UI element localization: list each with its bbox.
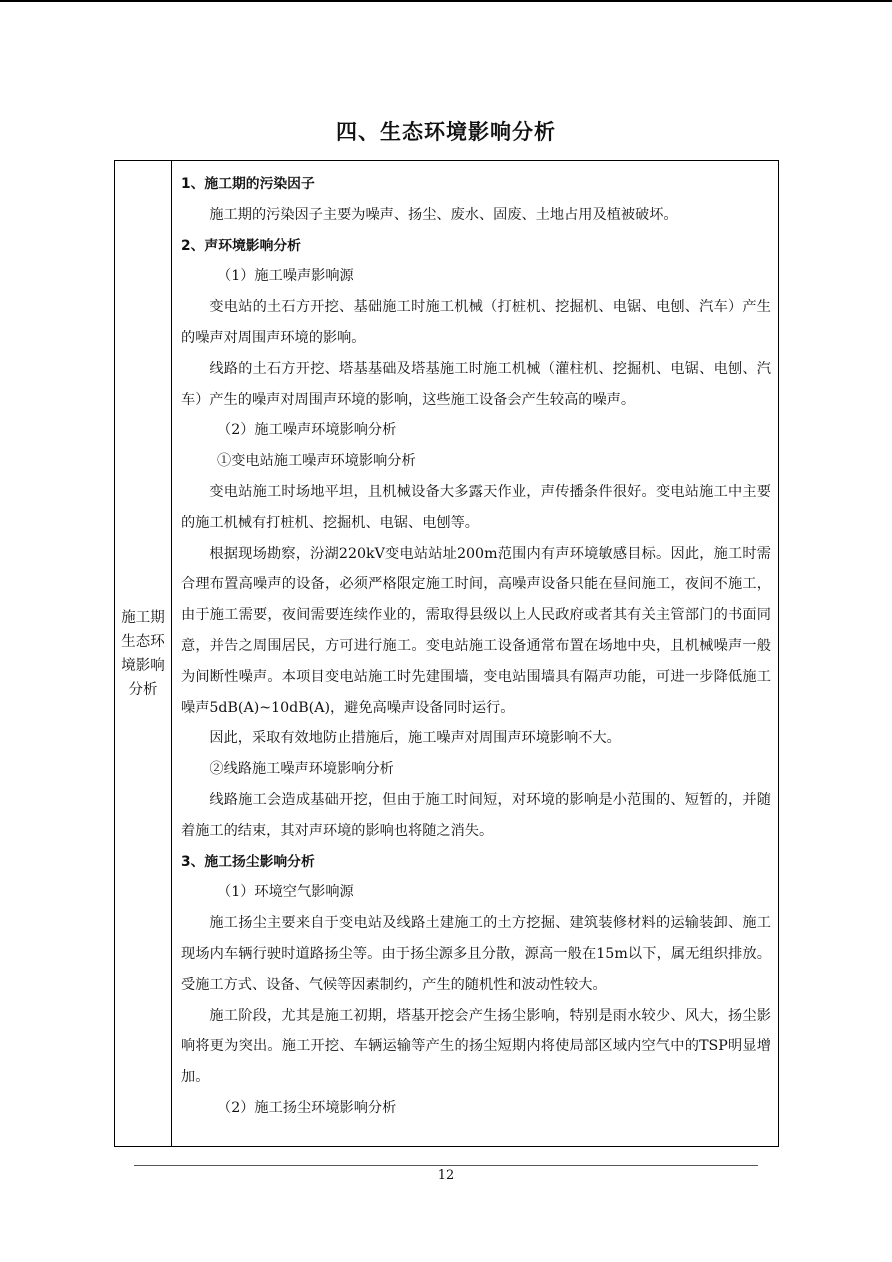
body-paragraph: 施工阶段，尤其是施工初期，塔基开挖会产生扬尘影响，特别是雨水较少、风大，扬尘影响将更为突出。施工开挖、车辆运输等产生的扬尘短期内将使局部区域内空气中的TSP明显增加。: [181, 1007, 771, 1086]
body-paragraph: 施工扬尘主要来自于变电站及线路土建施工的土方挖掘、建筑装修材料的运输装卸、施工现场内车辆行驶时道路扬尘等。由于扬尘源多且分散，源高一般在15m以下，属无组织排放。受施工方式、设备、气候等因素制约，产生的随机性和波动性较大。: [181, 915, 771, 993]
body-paragraph: 施工期的污染因子主要为噪声、扬尘、废水、固废、土地占用及植被破坏。: [209, 206, 678, 223]
section-label: 施工期生态环境影响分析: [121, 609, 165, 698]
analysis-table: [114, 160, 779, 1147]
section-heading: 3、施工扬尘影响分析: [181, 853, 315, 870]
body-paragraph: 因此，采取有效地防止措施后，施工噪声对周围声环境影响不大。: [209, 730, 621, 747]
section-heading: 2、声环境影响分析: [181, 237, 301, 254]
top-border-rule: [0, 0, 892, 2]
column-divider: [171, 161, 172, 1146]
footer-rule: [134, 1165, 758, 1166]
body-paragraph: 变电站的土石方开挖、基础施工时施工机械（打桩机、挖掘机、电锯、电刨、汽车）产生的噪声对周围声环境的影响。: [181, 299, 771, 346]
body-paragraph: ②线路施工噪声环境影响分析: [209, 761, 394, 778]
page-title: 四、生态环境影响分析: [336, 120, 556, 144]
body-paragraph: 线路施工会造成基础开挖，但由于施工时间短，对环境的影响是小范围的、短暂的，并随着施工的结束，其对声环境的影响也将随之消失。: [181, 791, 771, 839]
sub-heading: （2）施工扬尘环境影响分析: [217, 1099, 397, 1116]
section-heading: 1、施工期的污染因子: [181, 176, 315, 192]
sub-heading: ①变电站施工噪声环境影响分析: [217, 453, 416, 470]
section-label-cell: [115, 161, 171, 1146]
body-paragraph: 根据现场勘察，汾湖220kV变电站站址200m范围内有声环境敏感目标。因此，施工时需合理布置高噪声的设备，必须严格限定施工时间，高噪声设备只能在昼间施工，夜间不施工，由于施工需要，夜间需要连续作业的，需取得县级以上人民政府或者其有关主管部门的书面同意，并告之周围居民，方可进行施工。变电站施工设备通常布置在场地中央，且机械噪声一般为间断性噪声。本项目变电站施工时先建围墙，变电站围墙具有隔声功能，可进一步降低施工噪声5dB(A)~10dB(A)，避免高噪声设备同时运行。: [181, 545, 771, 716]
sub-heading: （1）施工噪声影响源: [217, 268, 354, 285]
page-number: 12: [437, 1168, 455, 1183]
sub-heading: （1）环境空气影响源: [217, 884, 354, 901]
sub-heading: （2）施工噪声环境影响分析: [217, 422, 397, 439]
body-paragraph: 线路的土石方开挖、塔基基础及塔基施工时施工机械（灌柱机、挖掘机、电锯、电刨、汽车）产生的噪声对周围声环境的影响，这些施工设备会产生较高的噪声。: [181, 360, 771, 408]
body-paragraph: 变电站施工时场地平坦，且机械设备大多露天作业，声传播条件很好。变电站施工中主要的施工机械有打桩机、挖掘机、电锯、电刨等。: [181, 483, 771, 531]
section-content: [181, 169, 771, 1124]
